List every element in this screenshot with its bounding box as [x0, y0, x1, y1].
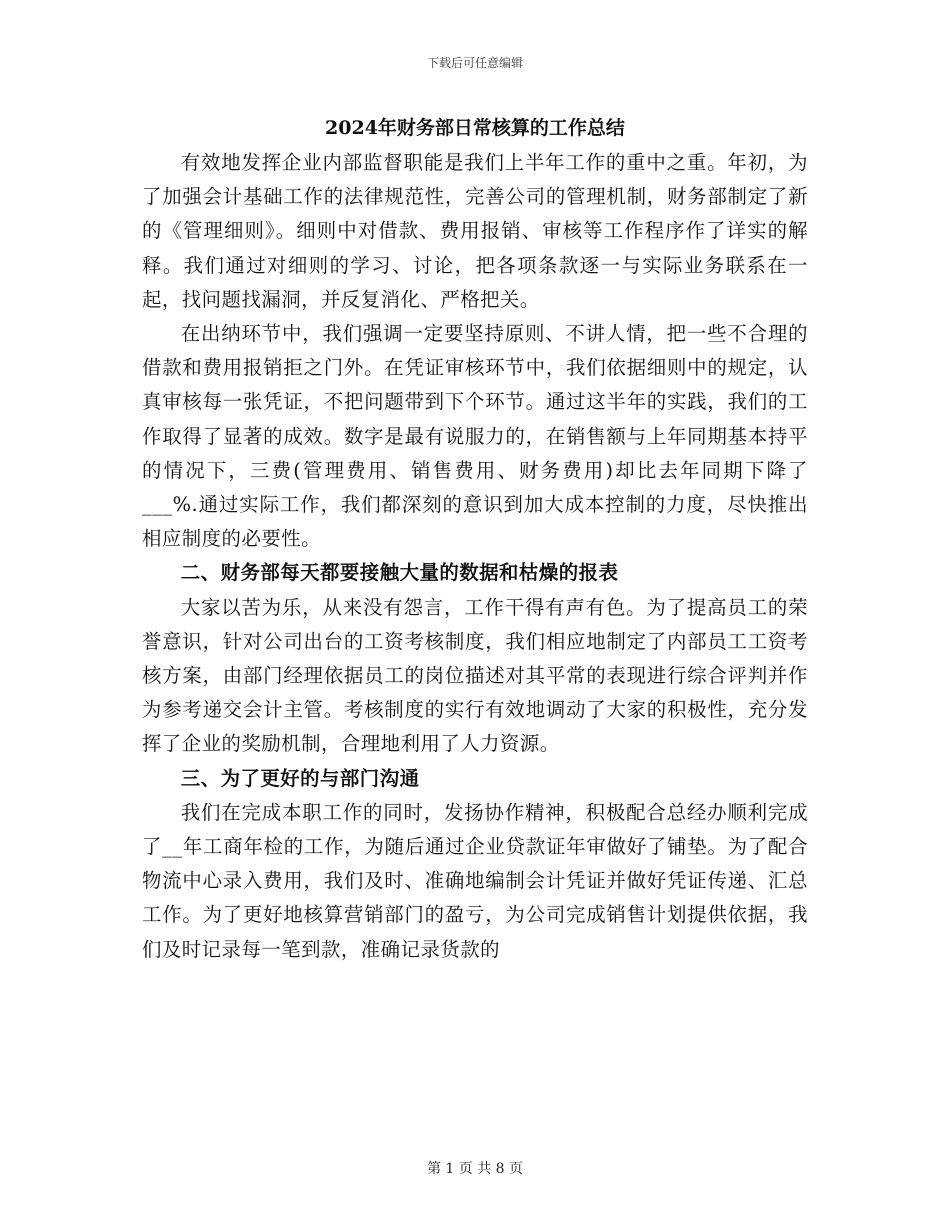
- document-title: 2024年财务部日常核算的工作总结: [325, 117, 625, 139]
- section-heading-2: 二、财务部每天都要接触大量的数据和枯燥的报表: [180, 561, 619, 585]
- document-body: [142, 146, 808, 967]
- page-number-footer: 第 1 页 共 8 页: [426, 1161, 524, 1177]
- paragraph-department-cooperation: 我们在完成本职工作的同时，发扬协作精神，积极配合总经办顺利完成了__年工商年检的工作，为随后通过企业贷款证年审做好了铺垫。为了配合物流中心录入费用，我们及时、准确地编制会计凭证并做好凭证传递、汇总工作。为了更好地核算营销部门的盈亏，为公司完成销售计划提供依据，我们及时记录每一笔到款，准确记录货款的: [142, 800, 808, 961]
- section-heading-3: 三、为了更好的与部门沟通: [180, 766, 420, 790]
- paragraph-staff-assessment: 大家以苦为乐，从来没有怨言，工作干得有声有色。为了提高员工的荣誉意识，针对公司出台的工资考核制度，我们相应地制定了内部员工工资考核方案，由部门经理依据员工的岗位描述对其平常的表现进行综合评判并作为参考递交会计主管。考核制度的实行有效地调动了大家的积极性，充分发挥了企业的奖励机制，合理地利用了人力资源。: [142, 595, 808, 756]
- header-note: 下载后可任意编辑: [426, 56, 523, 70]
- paragraph-internal-supervision: 有效地发挥企业内部监督职能是我们上半年工作的重中之重。年初，为了加强会计基础工作的法律规范性，完善公司的管理机制，财务部制定了新的《管理细则》。细则中对借款、费用报销、审核等工作程序作了详实的解释。我们通过对细则的学习、讨论，把各项条款逐一与实际业务联系在一起，找问题找漏洞，并反复消化、严格把关。: [142, 151, 808, 311]
- paragraph-cashier-audit: 在出纳环节中，我们强调一定要坚持原则、不讲人情，把一些不合理的借款和费用报销拒之门外。在凭证审核环节中，我们依据细则中的规定，认真审核每一张凭证，不把问题带到下个环节。通过这半年的实践，我们的工作取得了显著的成效。数字是最有说服力的，在销售额与上年同期基本持平的情况下，三费(管理费用、销售费用、财务费用)却比去年同期下降了___%.通过实际工作，我们都深刻的意识到加大成本控制的力度，尽快推出相应制度的必要性。: [142, 322, 808, 551]
